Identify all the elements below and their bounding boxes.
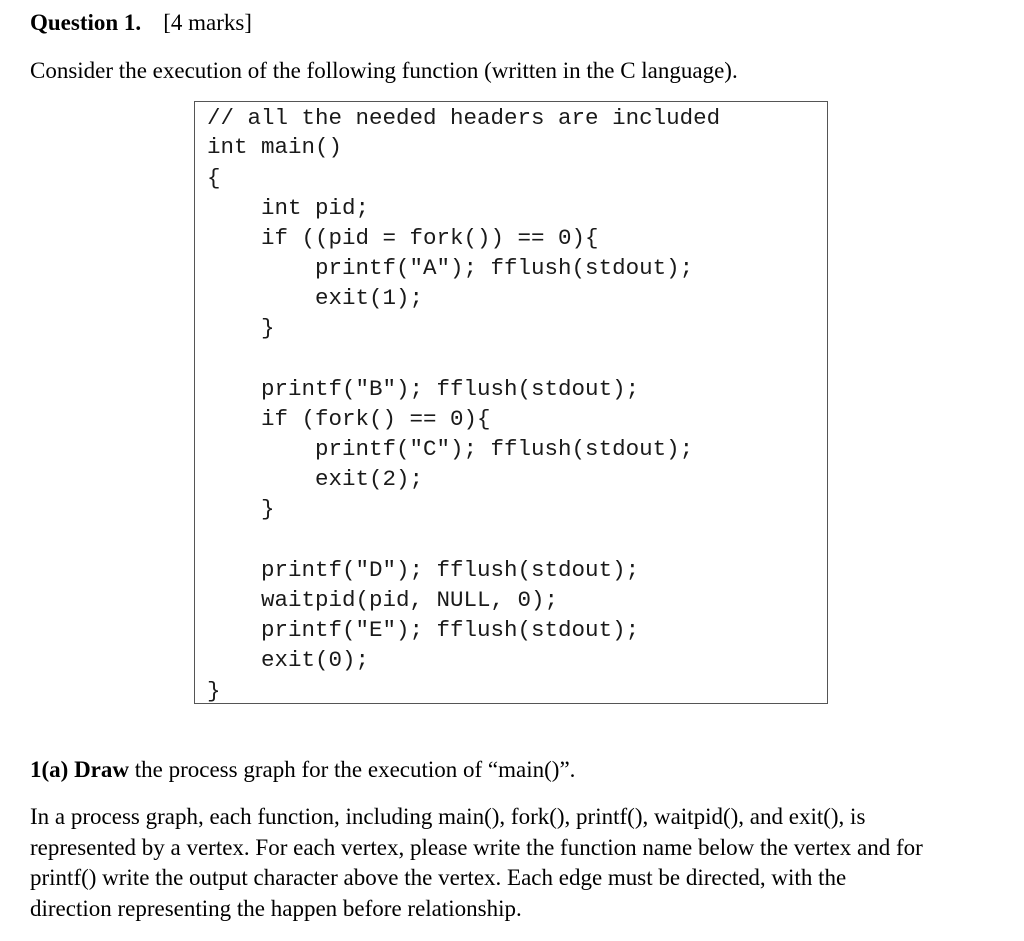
- code-line: // all the needed headers are included: [207, 105, 721, 131]
- code-line: printf("D"); fflush(stdout);: [207, 557, 640, 583]
- code-line: printf("E"); fflush(stdout);: [207, 617, 640, 643]
- code-line: }: [207, 678, 221, 704]
- code-line: exit(2);: [207, 466, 424, 492]
- question-title: Question 1.: [30, 10, 142, 35]
- code-line: if (fork() == 0){: [207, 406, 491, 432]
- part-a-label: 1(a) Draw: [30, 757, 129, 782]
- question-marks: [4 marks]: [163, 10, 252, 35]
- code-line: }: [207, 496, 275, 522]
- instruction-line: printf() write the output character above the vertex. Each edge must be directed, with the: [30, 865, 847, 890]
- instruction-line: In a process graph, each function, including main(), fork(), printf(), waitpid(), and exit(), is: [30, 804, 866, 829]
- instruction-line: represented by a vertex. For each vertex, please write the function name below the vertex and for: [30, 834, 923, 860]
- part-a-instructions: [30, 802, 1005, 924]
- code-line: exit(1);: [207, 285, 424, 311]
- part-a-title: [30, 755, 575, 785]
- code-line: printf("C"); fflush(stdout);: [207, 436, 694, 462]
- code-line: if ((pid = fork()) == 0){: [207, 225, 599, 251]
- code-line: }: [207, 315, 275, 341]
- code-line: printf("A"); fflush(stdout);: [207, 255, 694, 281]
- code-line: {: [207, 165, 221, 191]
- code-line: int main(): [207, 134, 343, 160]
- code-line: exit(0);: [207, 647, 370, 673]
- question-header: [30, 8, 252, 38]
- intro-text: Consider the execution of the following function (written in the C language).: [30, 58, 738, 83]
- instruction-line: direction representing the happen before relationship.: [30, 895, 522, 921]
- code-line: printf("B"); fflush(stdout);: [207, 376, 640, 402]
- code-block: [194, 101, 828, 704]
- code-line: waitpid(pid, NULL, 0);: [207, 587, 559, 613]
- part-a-title-text: the process graph for the execution of “main()”.: [129, 757, 576, 782]
- code-line: int pid;: [207, 195, 370, 221]
